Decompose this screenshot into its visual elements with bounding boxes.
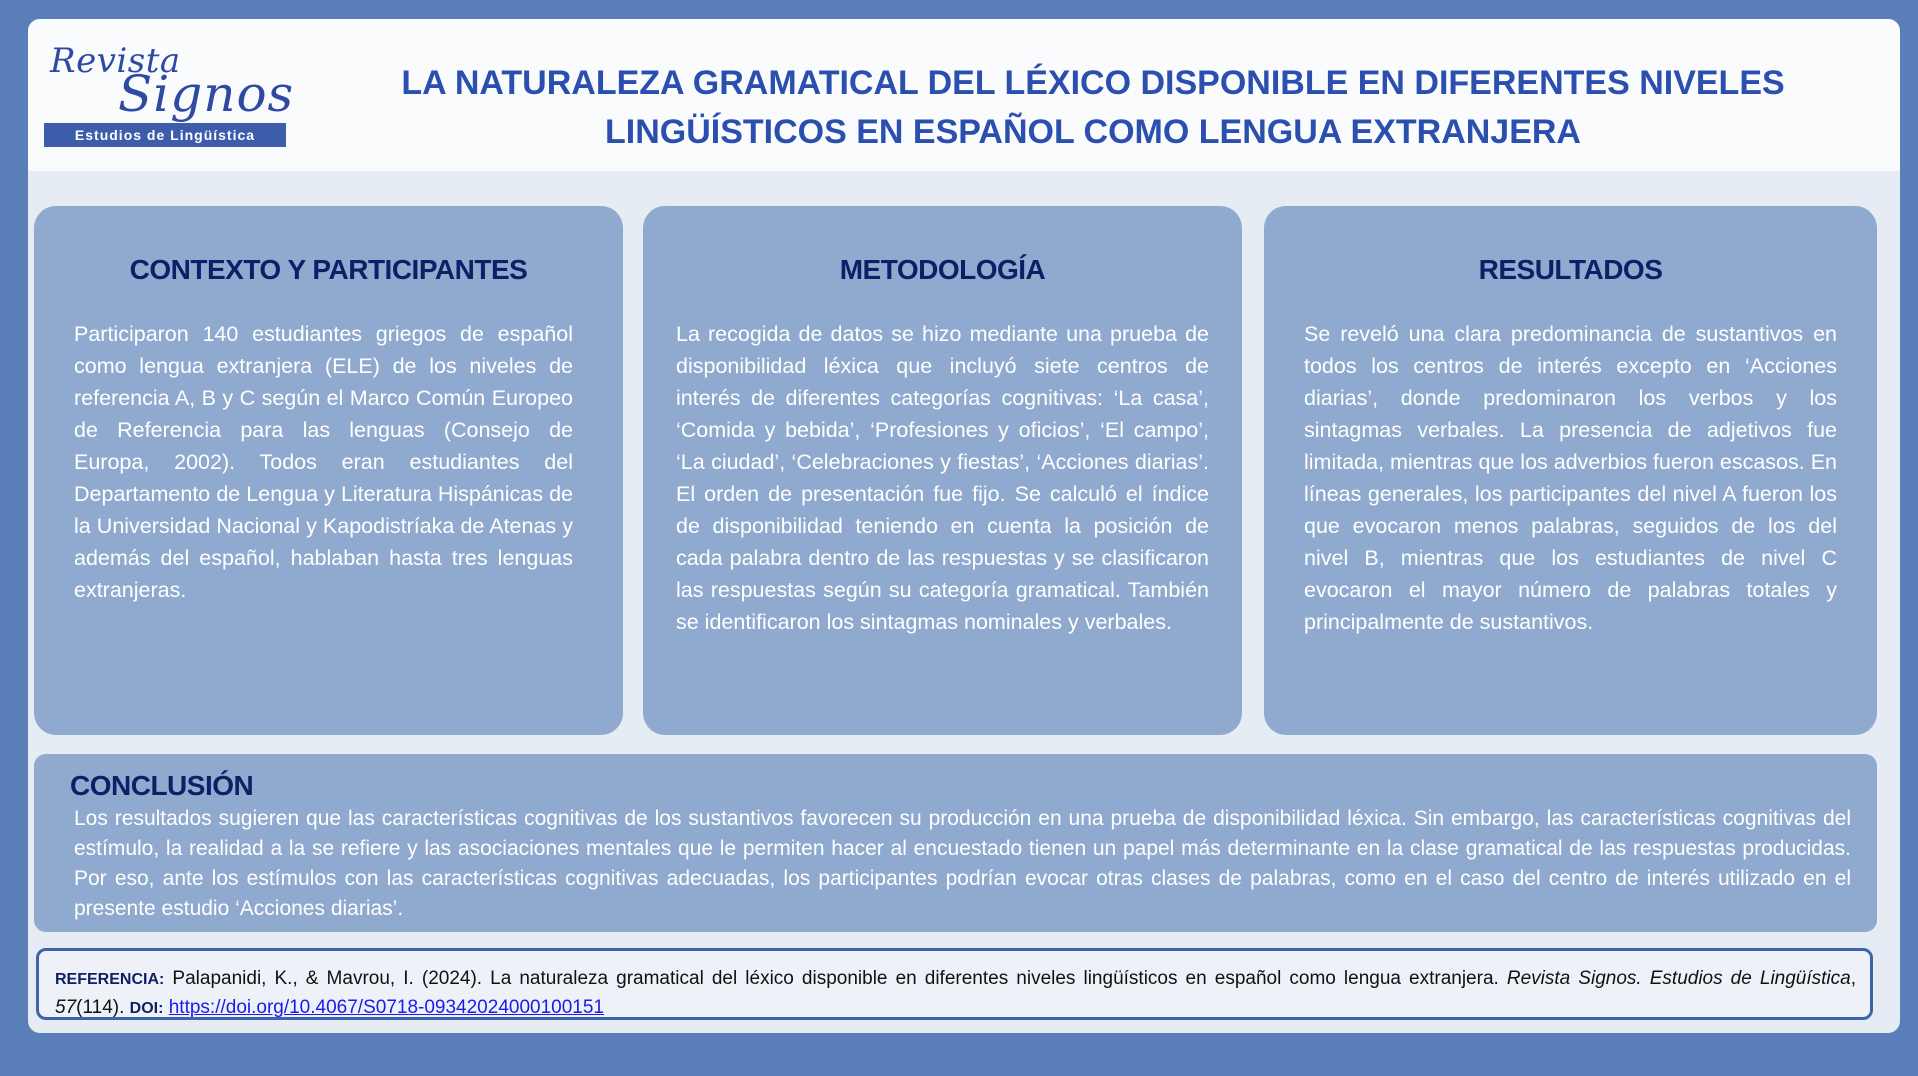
conclusion-heading: CONCLUSIÓN [70,770,254,801]
reference-journal: Revista Signos. Estudios de Lingüística [1506,968,1851,989]
results-body: Se reveló una clara predominancia de sustantivos en todos los centros de interés excepto en ‘Acciones diarias’, donde predominaron los verbos y los sintagmas verbales. La presencia de adjetivos fue limitada, mientras que los adverbios fueron escasos. En líneas generales, los participantes del nivel A fueron los que evocaron menos palabras, seguidos de los del nivel B, mientras que los estudiantes de nivel C evocaron el mayor número de palabras totales y principalmente de sustantivos. [1304,322,1837,634]
context-body: Participaron 140 estudiantes griegos de español como lengua extranjera (ELE) de los niveles de referencia A, B y C según el Marco Común Europeo de Referencia para las lenguas (Consejo de Europa, 2002). Todos eran estudiantes del Departamento de Lengua y Literatura Hispánicas de la Universidad Nacional y Kapodistríaka de Atenas y además del español, hablaban hasta tres lenguas extranjeras. [74,322,573,602]
reference-label: REFERENCIA: [55,971,165,988]
logo-subtitle: Estudios de Lingüística [44,123,286,147]
method-body: La recogida de datos se hizo mediante una prueba de disponibilidad léxica que incluyó siete centros de interés de diferentes categorías cognitivas: ‘La casa’, ‘Comida y bebida’, ‘Profesiones y oficios’, ‘El campo’, ‘La ciudad’, ‘Celebraciones y fiestas’, ‘Acciones diarias’. El orden de presentación fue fijo. Se calculó el índice de disponibilidad teniendo en cuenta la posición de cada palabra dentro de las respuestas y se clasificaron las respuestas según su categoría gramatical. También se identificaron los sintagmas nominales y verbales. [676,322,1209,634]
revista-signos-logo [44,41,295,151]
method-card [643,206,1242,735]
reference-text: Palapanidi, K., & Mavrou, I. (2024). La naturaleza gramatical del léxico disponible en diferentes niveles lingüísticos en español como lengua extranjera. [172,968,1499,989]
method-heading: METODOLOGÍA [839,254,1046,285]
logo-signos-text: Signos [118,65,295,123]
reference-volume: 57 [55,997,77,1018]
results-heading: RESULTADOS [1478,254,1663,285]
context-card [34,206,623,735]
reference-issue: (114). [76,997,125,1018]
results-card [1264,206,1877,735]
reference-box: REFERENCIA: Palapanidi, K., & Mavrou, I. (2024). La naturaleza gramatical del léxico disponible en diferentes niveles lingüísticos en español como lengua extranjera. Revista Signos. Estudios de Lingüística, 57(114). DOI: https://doi.org/10.4067/S0718-09342024000100151 [36,948,1873,1020]
context-heading: CONTEXTO Y PARTICIPANTES [129,254,528,285]
conclusion-card [34,754,1877,932]
poster-title: LA NATURALEZA GRAMATICAL DEL LÉXICO DISPONIBLE EN DIFERENTES NIVELES LINGÜÍSTICOS EN ESPAÑOL COMO LENGUA EXTRANJERA [401,64,1785,151]
header [28,19,1900,171]
conclusion-body: Los resultados sugieren que las características cognitivas de los sustantivos favorecen su producción en una prueba de disponibilidad léxica. Sin embargo, las características cognitivas del estímulo, la realidad a la se refiere y las asociaciones mentales que le permiten hacer al encuestado tienen un papel más determinante en la clase gramatical de las respuestas producidas. Por eso, ante los estímulos con las características cognitivas adecuadas, los participantes podrían evocar otras clases de palabras, como en el caso del centro de interés utilizado en el presente estudio ‘Acciones diarias’. [74,807,1851,920]
doi-label: DOI: [129,1000,164,1017]
logo-revista-text: Revista [50,41,181,81]
poster [28,19,1900,1033]
doi-link[interactable]: https://doi.org/10.4067/S0718-09342024000100151 [168,997,604,1018]
